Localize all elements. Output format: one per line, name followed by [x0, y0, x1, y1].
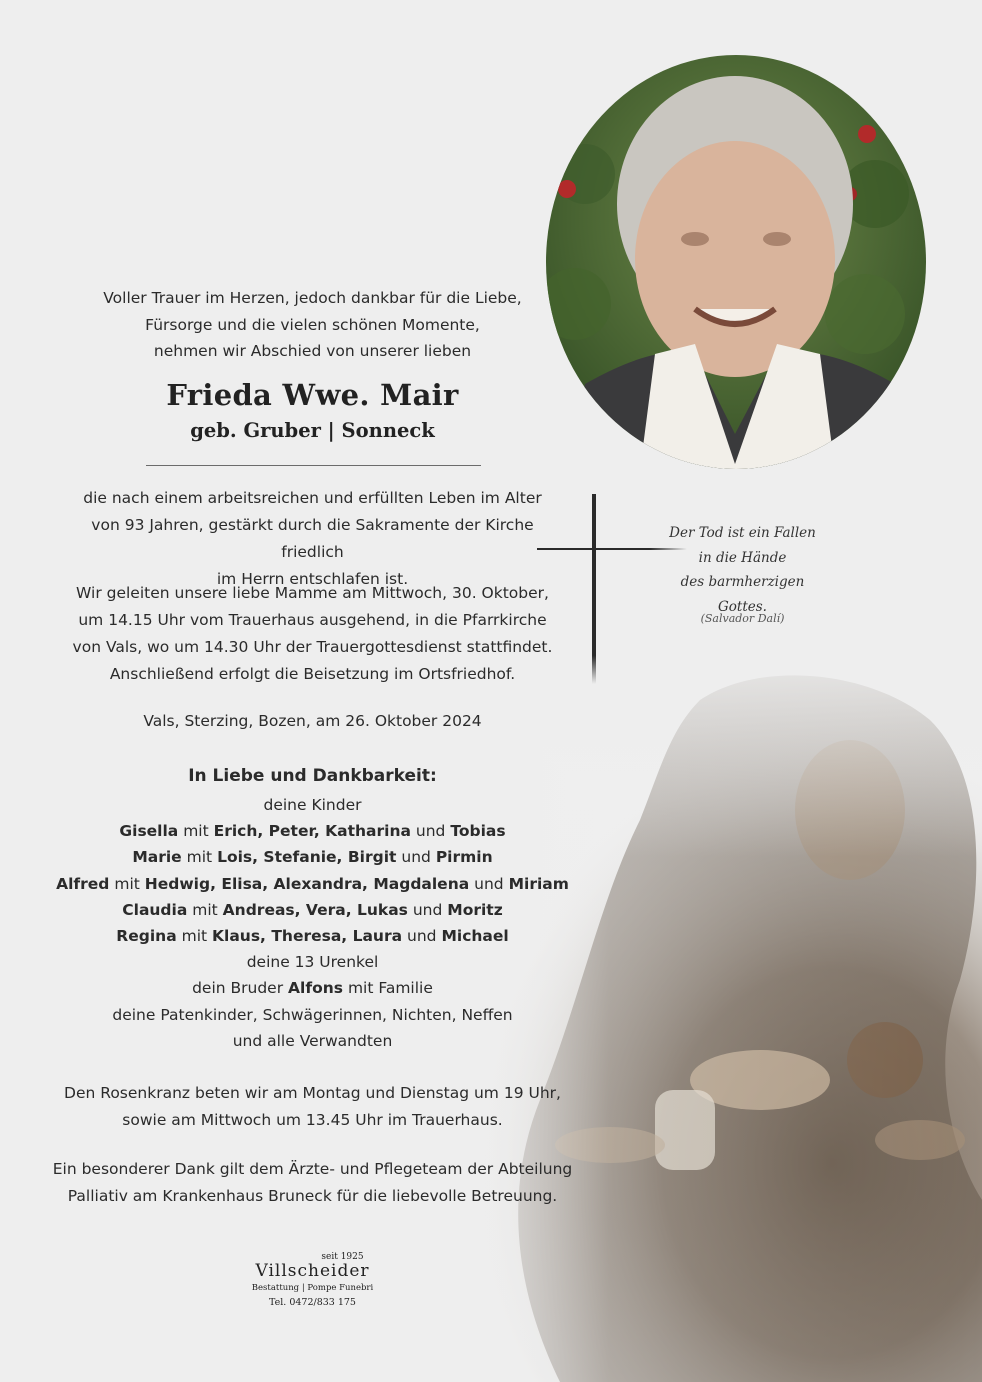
death-notice-paragraph	[60, 485, 565, 593]
paragraph-line: von Vals, wo um 14.30 Uhr der Trauergottesdienst stattfindet.	[72, 638, 553, 656]
acknowledgement	[40, 1156, 585, 1209]
mourners-heading: In Liebe und Dankbarkeit:	[188, 766, 437, 786]
logo-phone: Tel. 0472/833 175	[269, 1297, 356, 1308]
brother-line: dein Bruder Alfons mit Familie	[192, 979, 433, 998]
funeral-home-logo	[230, 1252, 395, 1308]
portrait-photo	[545, 54, 927, 470]
divider-line	[146, 465, 481, 466]
funeral-details-paragraph	[60, 580, 565, 688]
deceased-birth-name: geb. Gruber | Sonneck	[190, 419, 435, 442]
deceased-name: Frieda Wwe. Mair	[166, 378, 459, 412]
family-line: Claudia mit Andreas, Vera, Lukas und Moritz	[122, 900, 503, 919]
mourners-list	[40, 792, 585, 1054]
logo-name: Villscheider	[255, 1261, 370, 1281]
intro-line: nehmen wir Abschied von unserer lieben	[153, 342, 472, 360]
children-label: deine Kinder	[263, 796, 362, 814]
family-line: Alfred mit Hedwig, Elisa, Alexandra, Magdalena und Miriam	[56, 874, 569, 893]
place-date: Vals, Sterzing, Bozen, am 26. Oktober 2024	[143, 712, 482, 730]
logo-subtitle: Bestattung | Pompe Funebri	[251, 1283, 374, 1293]
paragraph-line: Wir geleiten unsere liebe Mamme am Mittwoch, 30. Oktober,	[76, 584, 549, 602]
quote	[655, 521, 830, 619]
intro-line: Fürsorge und die vielen schönen Momente,	[145, 315, 480, 334]
family-line: Regina mit Klaus, Theresa, Laura und Michael	[116, 927, 509, 946]
family-line: Gisella mit Erich, Peter, Katharina und Tobias	[119, 822, 506, 841]
intro-text	[60, 285, 565, 365]
quote-line: in die Hände	[698, 549, 787, 566]
paragraph-line: von 93 Jahren, gestärkt durch die Sakramente der Kirche friedlich	[91, 516, 534, 561]
cross-icon	[592, 494, 596, 684]
paragraph-line: um 14.15 Uhr vom Trauerhaus ausgehend, in die Pfarrkirche	[78, 611, 547, 629]
quote-line: des barmherzigen Gottes.	[680, 574, 805, 615]
logo-since: seit 1925	[321, 1252, 364, 1262]
rosary-line: sowie am Mittwoch um 13.45 Uhr im Trauerhaus.	[122, 1110, 503, 1129]
quote-author: (Salvador Dalí)	[700, 612, 785, 625]
quote-line: Der Tod ist ein Fallen	[669, 525, 816, 541]
rosary-notice	[40, 1080, 585, 1133]
ack-line: Palliativ am Krankenhaus Bruneck für die liebevolle Betreuung.	[67, 1186, 558, 1205]
godchildren-line: deine Patenkinder, Schwägerinnen, Nichten, Neffen	[112, 1005, 513, 1024]
relatives-line: und alle Verwandten	[232, 1031, 393, 1050]
rosary-line: Den Rosenkranz beten wir am Montag und Dienstag um 19 Uhr,	[64, 1084, 561, 1102]
paragraph-line: im Herrn entschlafen ist.	[216, 570, 409, 588]
great-grandchildren: deine 13 Urenkel	[246, 953, 379, 972]
family-line: Marie mit Lois, Stefanie, Birgit und Pirmin	[132, 848, 493, 867]
paragraph-line: die nach einem arbeitsreichen und erfüllten Leben im Alter	[83, 489, 542, 507]
ack-line: Ein besonderer Dank gilt dem Ärzte- und Pflegeteam der Abteilung	[52, 1160, 573, 1178]
intro-line: Voller Trauer im Herzen, jedoch dankbar für die Liebe,	[103, 289, 522, 307]
paragraph-line: Anschließend erfolgt die Beisetzung im Ortsfriedhof.	[109, 665, 516, 683]
